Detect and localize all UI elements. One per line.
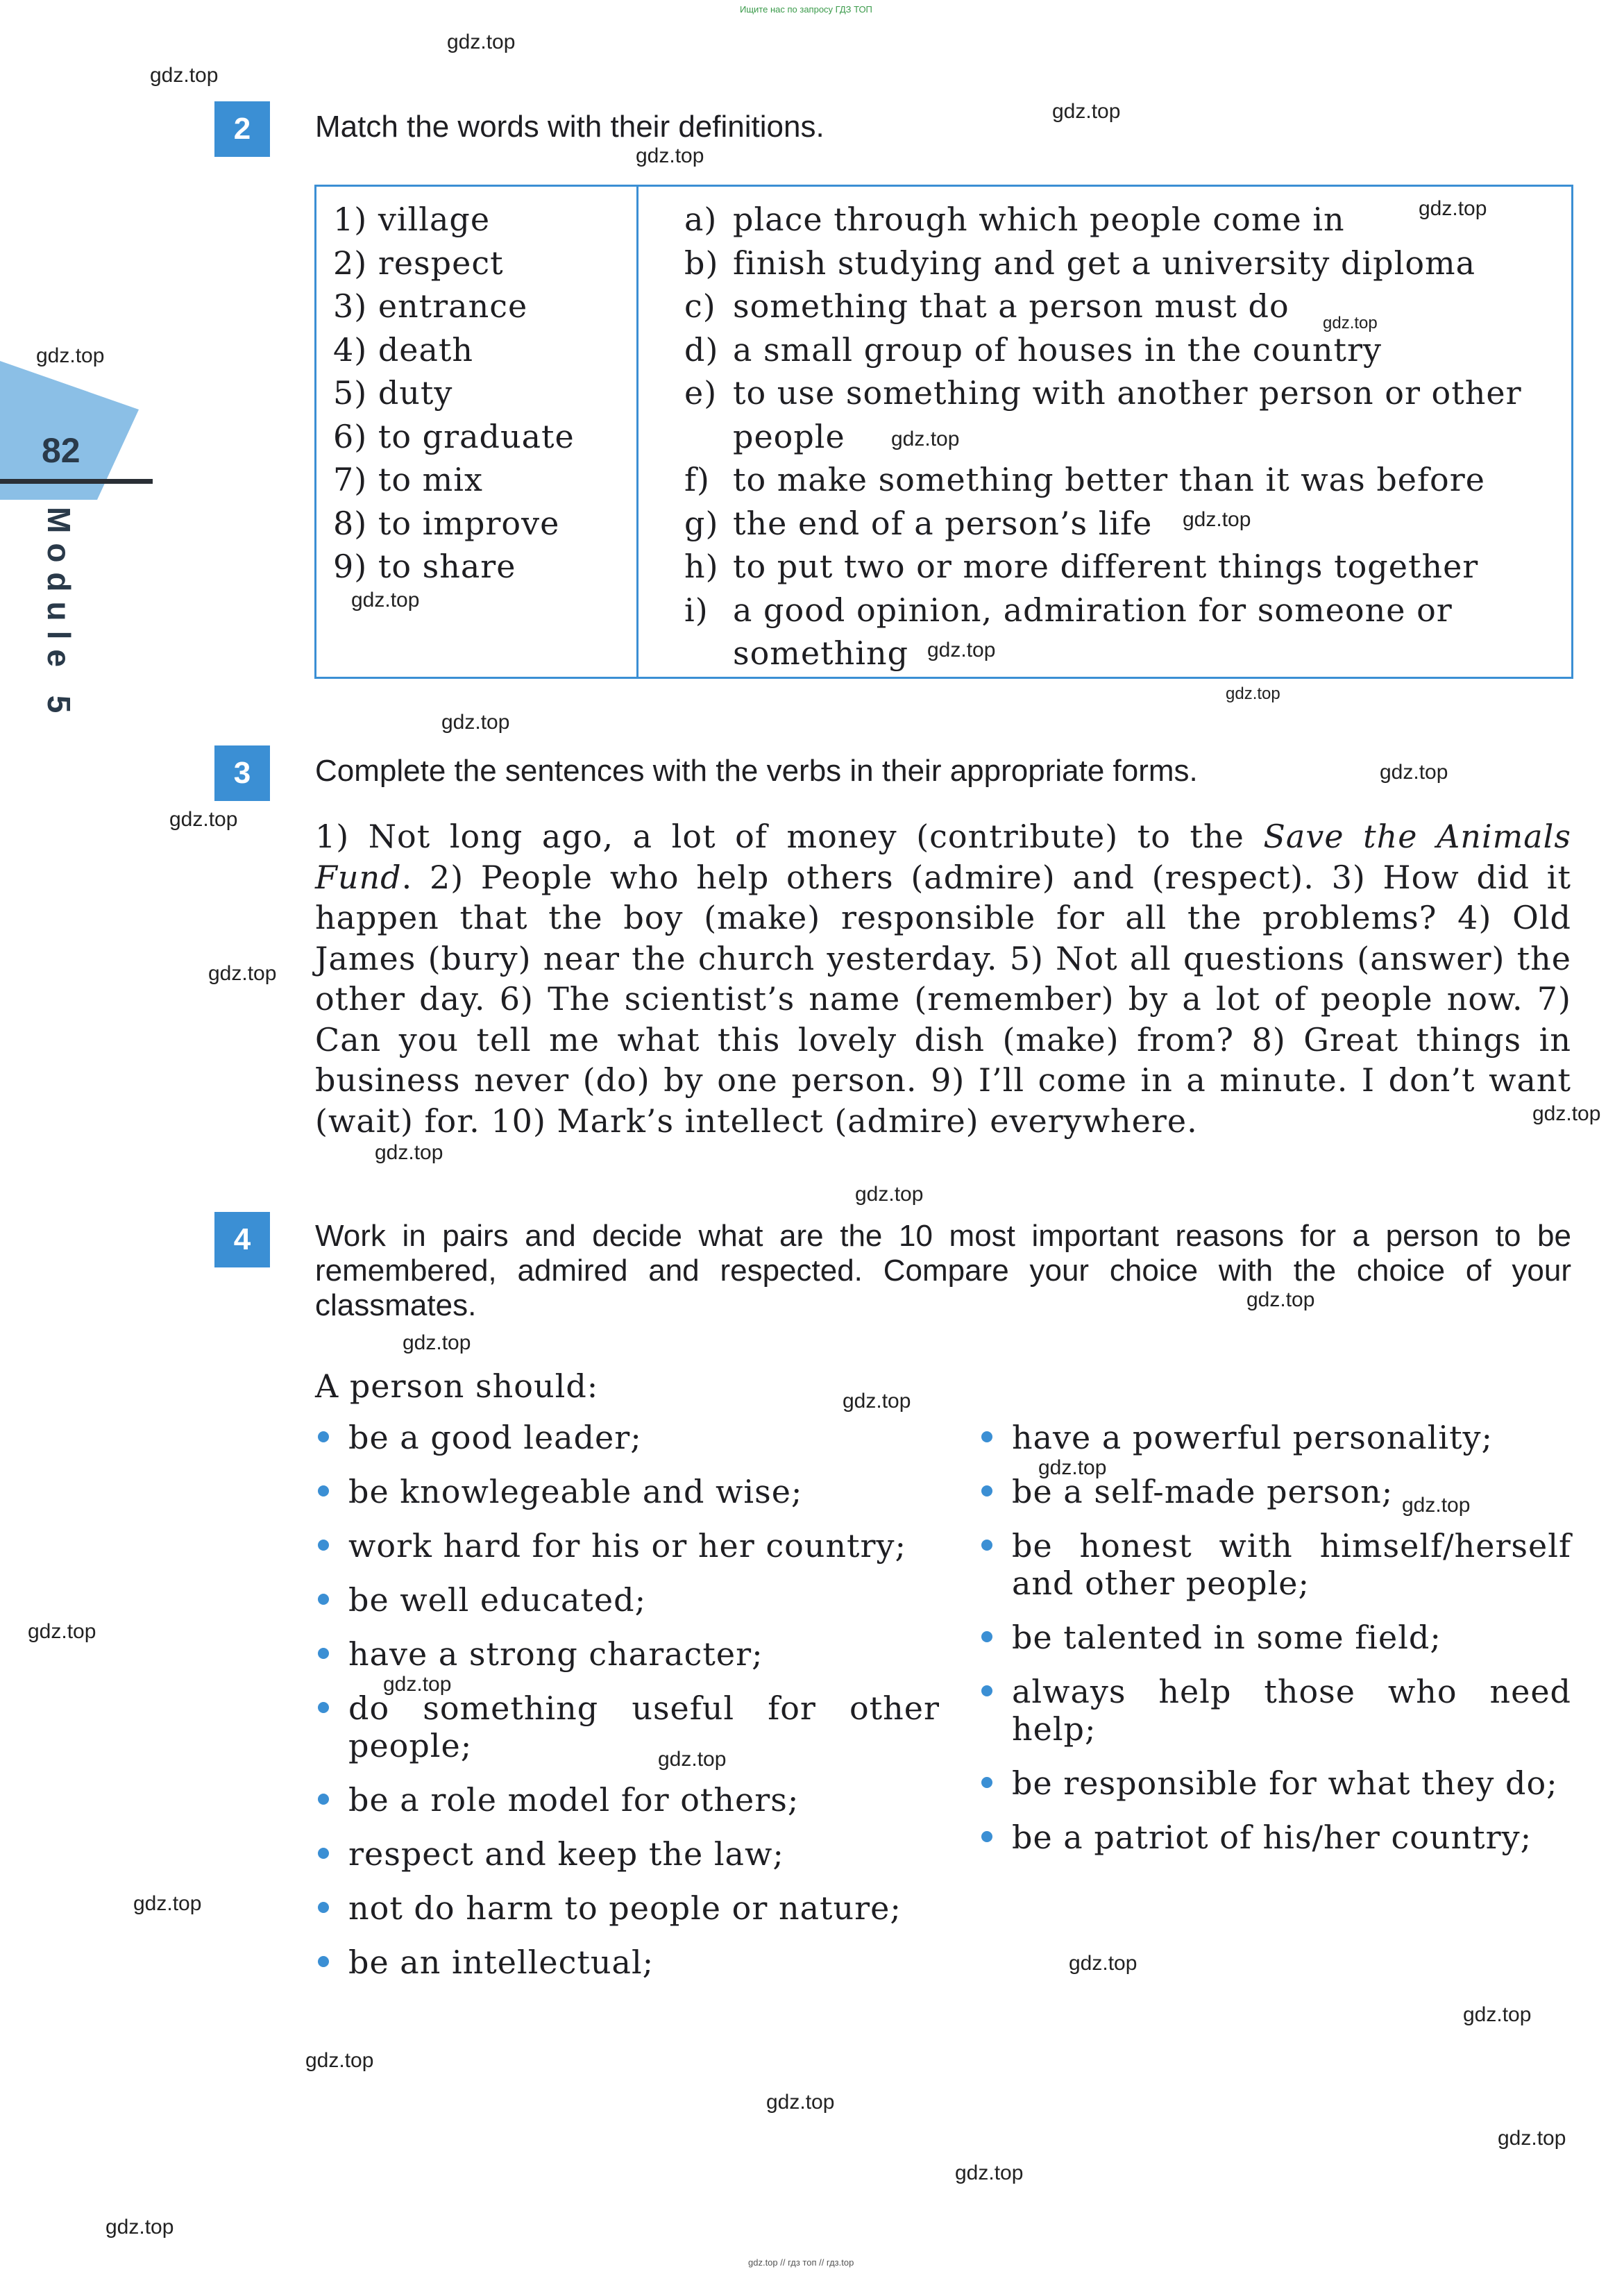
watermark-text: gdz.top xyxy=(1052,100,1121,123)
list-item-text: work hard for his or her country; xyxy=(348,1527,906,1565)
list-item xyxy=(315,1527,940,1565)
watermark-text: gdz.top xyxy=(150,64,219,87)
definition-letter: i) xyxy=(684,591,709,629)
bullet-icon xyxy=(318,1956,329,1967)
definition-text: place through which people come in xyxy=(733,201,1345,238)
exercise-3-sentences xyxy=(315,816,1571,1141)
watermark-text: gdz.top xyxy=(305,2049,374,2072)
list-item-text: be knowlegeable and wise; xyxy=(348,1473,803,1510)
definition-letter: a) xyxy=(684,201,718,238)
list-item xyxy=(315,1473,940,1510)
bullet-icon xyxy=(318,1794,329,1805)
page-number: 82 xyxy=(42,431,81,470)
definition-letter: e) xyxy=(684,374,718,412)
watermark-text: gdz.top xyxy=(383,1673,452,1696)
page-number-rule xyxy=(0,479,153,484)
watermark-text: gdz.top xyxy=(927,639,996,661)
definition-text: to make something better than it was before xyxy=(733,461,1485,498)
watermark-text: gdz.top xyxy=(855,1183,924,1206)
bullet-icon xyxy=(981,1831,992,1842)
watermark-text: gdz.top xyxy=(843,1390,911,1413)
watermark-text: gdz.top xyxy=(1463,2003,1532,2026)
definition-text: a small group of houses in the country xyxy=(733,330,1382,369)
definition-item xyxy=(684,242,1566,285)
watermark-text: gdz.top xyxy=(658,1748,727,1771)
watermark-text: gdz.top xyxy=(1246,1288,1315,1311)
watermark-text: gdz.top xyxy=(1323,314,1378,332)
exercise-3-number: 3 xyxy=(214,745,270,801)
bullet-icon xyxy=(318,1594,329,1605)
watermark-text: gdz.top xyxy=(36,344,105,367)
list-item xyxy=(315,1944,940,1981)
exercise-3-text-rest: . 2) People who help others (admire) and (respect). 3) How did it happen that the boy (make) responsible for all the problems? 4) Old James (bury) near the church yesterday. 5) Not all questions (answer) the other day. 6) The scientist’s name (remember) by a lot of people now. 7) Can you tell me what this lovely dish (make) from? 8) Great things in business never (do) by one person. 9) I’ll come in a minute. I don’t want (wait) for. 10) Mark’s intellect (admire) everywhere. xyxy=(315,858,1571,1140)
header-note: Ищите нас по запросу ГДЗ ТОП xyxy=(740,4,872,15)
bullet-icon xyxy=(318,1540,329,1551)
definitions-column xyxy=(684,198,1566,675)
footer-note: gdz.top // гдз топ // гдз.top xyxy=(748,2257,854,2268)
exercise-4-instructions: Work in pairs and decide what are the 10 most important reasons for a person to be remembered, admired and respected. Compare your choice with the choice of your classmates. xyxy=(315,1219,1571,1322)
watermark-text: gdz.top xyxy=(1532,1102,1601,1125)
word-item: 9) to share xyxy=(333,548,516,585)
list-item-text: be a role model for others; xyxy=(348,1781,800,1819)
watermark-text: gdz.top xyxy=(208,962,277,985)
bullet-icon xyxy=(981,1431,992,1442)
exercise-2-number: 2 xyxy=(214,101,270,157)
definition-item xyxy=(684,285,1566,328)
list-item xyxy=(979,1819,1571,1856)
exercise-2-title: Match the words with their definitions. xyxy=(315,110,824,144)
list-item-text: be a good leader; xyxy=(348,1419,642,1456)
list-item-text: have a strong character; xyxy=(348,1635,763,1673)
watermark-text: gdz.top xyxy=(1380,761,1448,784)
watermark-text: gdz.top xyxy=(1402,1494,1471,1517)
definition-item xyxy=(684,502,1566,546)
definition-item xyxy=(684,545,1566,589)
watermark-text: gdz.top xyxy=(403,1331,471,1354)
word-item: 3) entrance xyxy=(333,287,528,325)
watermark-text: gdz.top xyxy=(375,1141,443,1164)
watermark-text: gdz.top xyxy=(28,1620,96,1643)
bullet-icon xyxy=(981,1485,992,1497)
watermark-text: gdz.top xyxy=(1498,2127,1566,2150)
list-item xyxy=(315,1781,940,1819)
list-item-text: be well educated; xyxy=(348,1581,647,1619)
definition-text: finish studying and get a university diploma xyxy=(733,244,1476,282)
list-item xyxy=(315,1635,940,1673)
word-item: 5) duty xyxy=(333,374,453,412)
list-item xyxy=(315,1419,940,1456)
list-item-text: respect and keep the law; xyxy=(348,1835,784,1873)
watermark-text: gdz.top xyxy=(169,808,238,831)
list-item xyxy=(979,1419,1571,1456)
word-item: 1) village xyxy=(333,201,491,238)
list-item-text: be talented in some field; xyxy=(1012,1619,1441,1656)
exercise-3-title: Complete the sentences with the verbs in their appropriate forms. xyxy=(315,754,1198,788)
list-item xyxy=(315,1581,940,1619)
definition-text: to use something with another person or other people xyxy=(733,374,1522,455)
bullet-icon xyxy=(981,1540,992,1551)
list-item xyxy=(315,1835,940,1873)
watermark-text: gdz.top xyxy=(1226,684,1280,703)
definition-item xyxy=(684,371,1566,458)
definition-letter: g) xyxy=(684,504,719,542)
list-item-text: be honest with himself/herself and other people; xyxy=(1012,1527,1571,1602)
watermark-text: gdz.top xyxy=(891,428,960,450)
exercise-3-text-start: 1) Not long ago, a lot of money (contribute) to the xyxy=(315,818,1264,855)
list-item-text: be an intellectual; xyxy=(348,1944,654,1981)
module-label: Module 5 xyxy=(41,507,77,723)
watermark-text: gdz.top xyxy=(447,31,516,53)
list-item-text: be a patriot of his/her country; xyxy=(1012,1819,1532,1856)
bullet-icon xyxy=(981,1685,992,1696)
exercise-4-number: 4 xyxy=(214,1212,270,1267)
watermark-text: gdz.top xyxy=(1183,508,1251,531)
list-item xyxy=(979,1673,1571,1748)
words-column xyxy=(333,198,575,589)
definition-text: a good opinion, admiration for someone or something xyxy=(733,591,1453,672)
watermark-text: gdz.top xyxy=(1038,1456,1107,1479)
watermark-text: gdz.top xyxy=(105,2216,174,2239)
qualities-list-left xyxy=(315,1419,940,1981)
word-item: 4) death xyxy=(333,330,474,369)
list-item-text: do something useful for other people; xyxy=(348,1689,940,1764)
list-item-text: be responsible for what they do; xyxy=(1012,1764,1558,1802)
exercise-3-fund-name: Save the Animals Fund xyxy=(315,818,1571,896)
watermark-text: gdz.top xyxy=(955,2161,1024,2184)
bullet-icon xyxy=(981,1631,992,1642)
list-item-text: always help those who need help; xyxy=(1012,1673,1571,1748)
bullet-icon xyxy=(981,1777,992,1788)
list-item xyxy=(979,1619,1571,1656)
bullet-icon xyxy=(318,1648,329,1659)
definition-letter: c) xyxy=(684,287,716,325)
watermark-text: gdz.top xyxy=(636,144,704,167)
definition-letter: b) xyxy=(684,244,719,282)
bullet-icon xyxy=(318,1848,329,1859)
definition-letter: f) xyxy=(684,461,710,498)
qualities-list-right xyxy=(979,1419,1571,1856)
word-item: 6) to graduate xyxy=(333,417,575,455)
watermark-text: gdz.top xyxy=(351,589,420,612)
definition-letter: h) xyxy=(684,548,719,585)
definition-text: something that a person must do xyxy=(733,287,1289,325)
word-item: 7) to mix xyxy=(333,461,483,498)
word-item: 8) to improve xyxy=(333,504,560,542)
list-item-text: not do harm to people or nature; xyxy=(348,1889,902,1927)
bullet-icon xyxy=(318,1431,329,1442)
watermark-text: gdz.top xyxy=(1419,197,1487,220)
list-item xyxy=(979,1527,1571,1602)
list-item xyxy=(315,1689,940,1764)
list-item-text: be a self-made person; xyxy=(1012,1473,1394,1510)
watermark-text: gdz.top xyxy=(133,1892,202,1915)
definition-letter: d) xyxy=(684,330,719,369)
list-item xyxy=(979,1764,1571,1802)
matching-table-divider xyxy=(636,187,638,677)
bullet-icon xyxy=(318,1902,329,1913)
exercise-4-lead: A person should: xyxy=(315,1367,599,1405)
bullet-icon xyxy=(318,1485,329,1497)
list-item xyxy=(315,1889,940,1927)
list-item-text: have a powerful personality; xyxy=(1012,1419,1494,1456)
definition-text: to put two or more different things together xyxy=(733,548,1479,585)
definition-item xyxy=(684,589,1566,675)
definition-item xyxy=(684,458,1566,502)
definition-text: the end of a person’s life xyxy=(733,504,1153,542)
watermark-text: gdz.top xyxy=(1069,1952,1137,1975)
watermark-text: gdz.top xyxy=(766,2091,835,2114)
watermark-text: gdz.top xyxy=(441,711,510,734)
definition-item xyxy=(684,328,1566,372)
word-item: 2) respect xyxy=(333,244,504,282)
bullet-icon xyxy=(318,1702,329,1713)
